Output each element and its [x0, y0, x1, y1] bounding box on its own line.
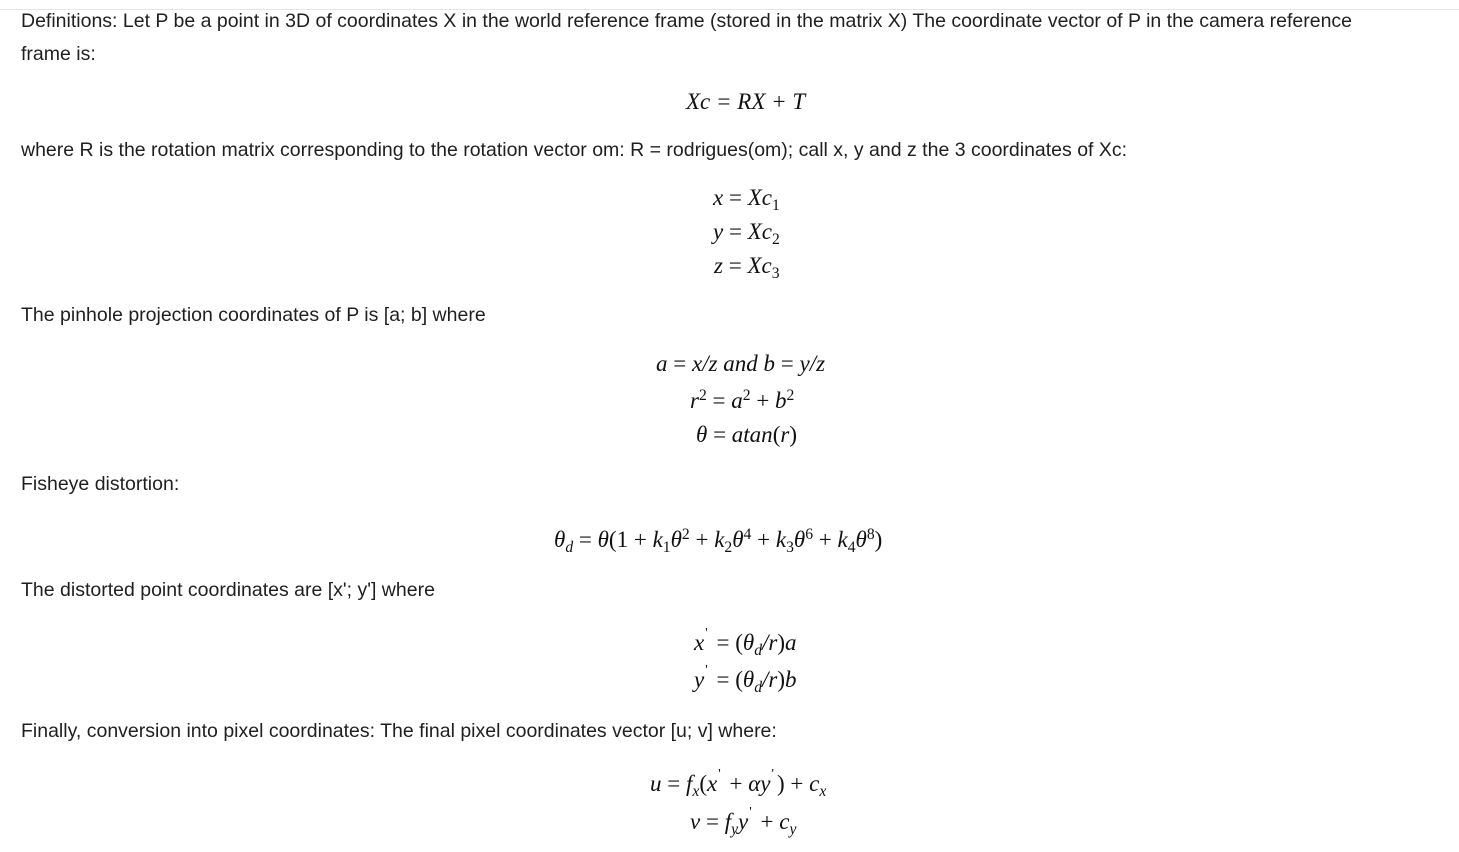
v-pixel-equation: $v = f_yy' + c_y$ [690, 803, 797, 838]
y-coordinate-equation: $y = Xc_2$ [713, 219, 780, 248]
theta-d-equation: $\theta_d = \theta(1 + k_1\theta^2 + k_2\theta^4 + k_3\theta^6 + k_4\theta^8)$ [554, 526, 883, 556]
z-coordinate-equation: $z = Xc_3$ [714, 253, 780, 282]
pixel-paragraph: Finally, conversion into pixel coordinates: The final pixel coordinates vector [u; v] where: [21, 720, 777, 742]
y-distorted-equation: $y' = (\theta_d/r)b$ [694, 661, 797, 696]
definitions-paragraph-line1: Definitions: Let P be a point in 3D of coordinates X in the world reference frame (stored in the matrix X) The coordinate vector of P in the camera reference [21, 10, 1353, 32]
rotation-paragraph: where R is the rotation matrix corresponding to the rotation vector om: R = rodrigues(om); call x, y and z the 3 coordinates of Xc: [21, 139, 1128, 161]
fisheye-paragraph: Fisheye distortion: [21, 473, 180, 495]
pinhole-paragraph: The pinhole projection coordinates of P is [a; b] where [21, 304, 486, 326]
x-coordinate-equation: $x = Xc_1$ [713, 185, 780, 214]
definitions-paragraph-line2: frame is: [21, 43, 96, 65]
distorted-paragraph: The distorted point coordinates are [x'; y'] where [21, 579, 435, 601]
camera-transform-equation: Xc = RX + T [686, 89, 806, 114]
theta-equation: θ = atan(r) [696, 422, 797, 447]
u-pixel-equation: $u = f_x(x' + \alpha y'$ ) + $c_x$ [650, 765, 827, 800]
x-distorted-equation: $x' = (\theta_d/r)a$ [694, 624, 797, 659]
pinhole-ab-equation: a = x/z and b = y/z [656, 351, 826, 376]
radius-equation: $r^2 = a^2 + b^2$ [690, 387, 795, 413]
